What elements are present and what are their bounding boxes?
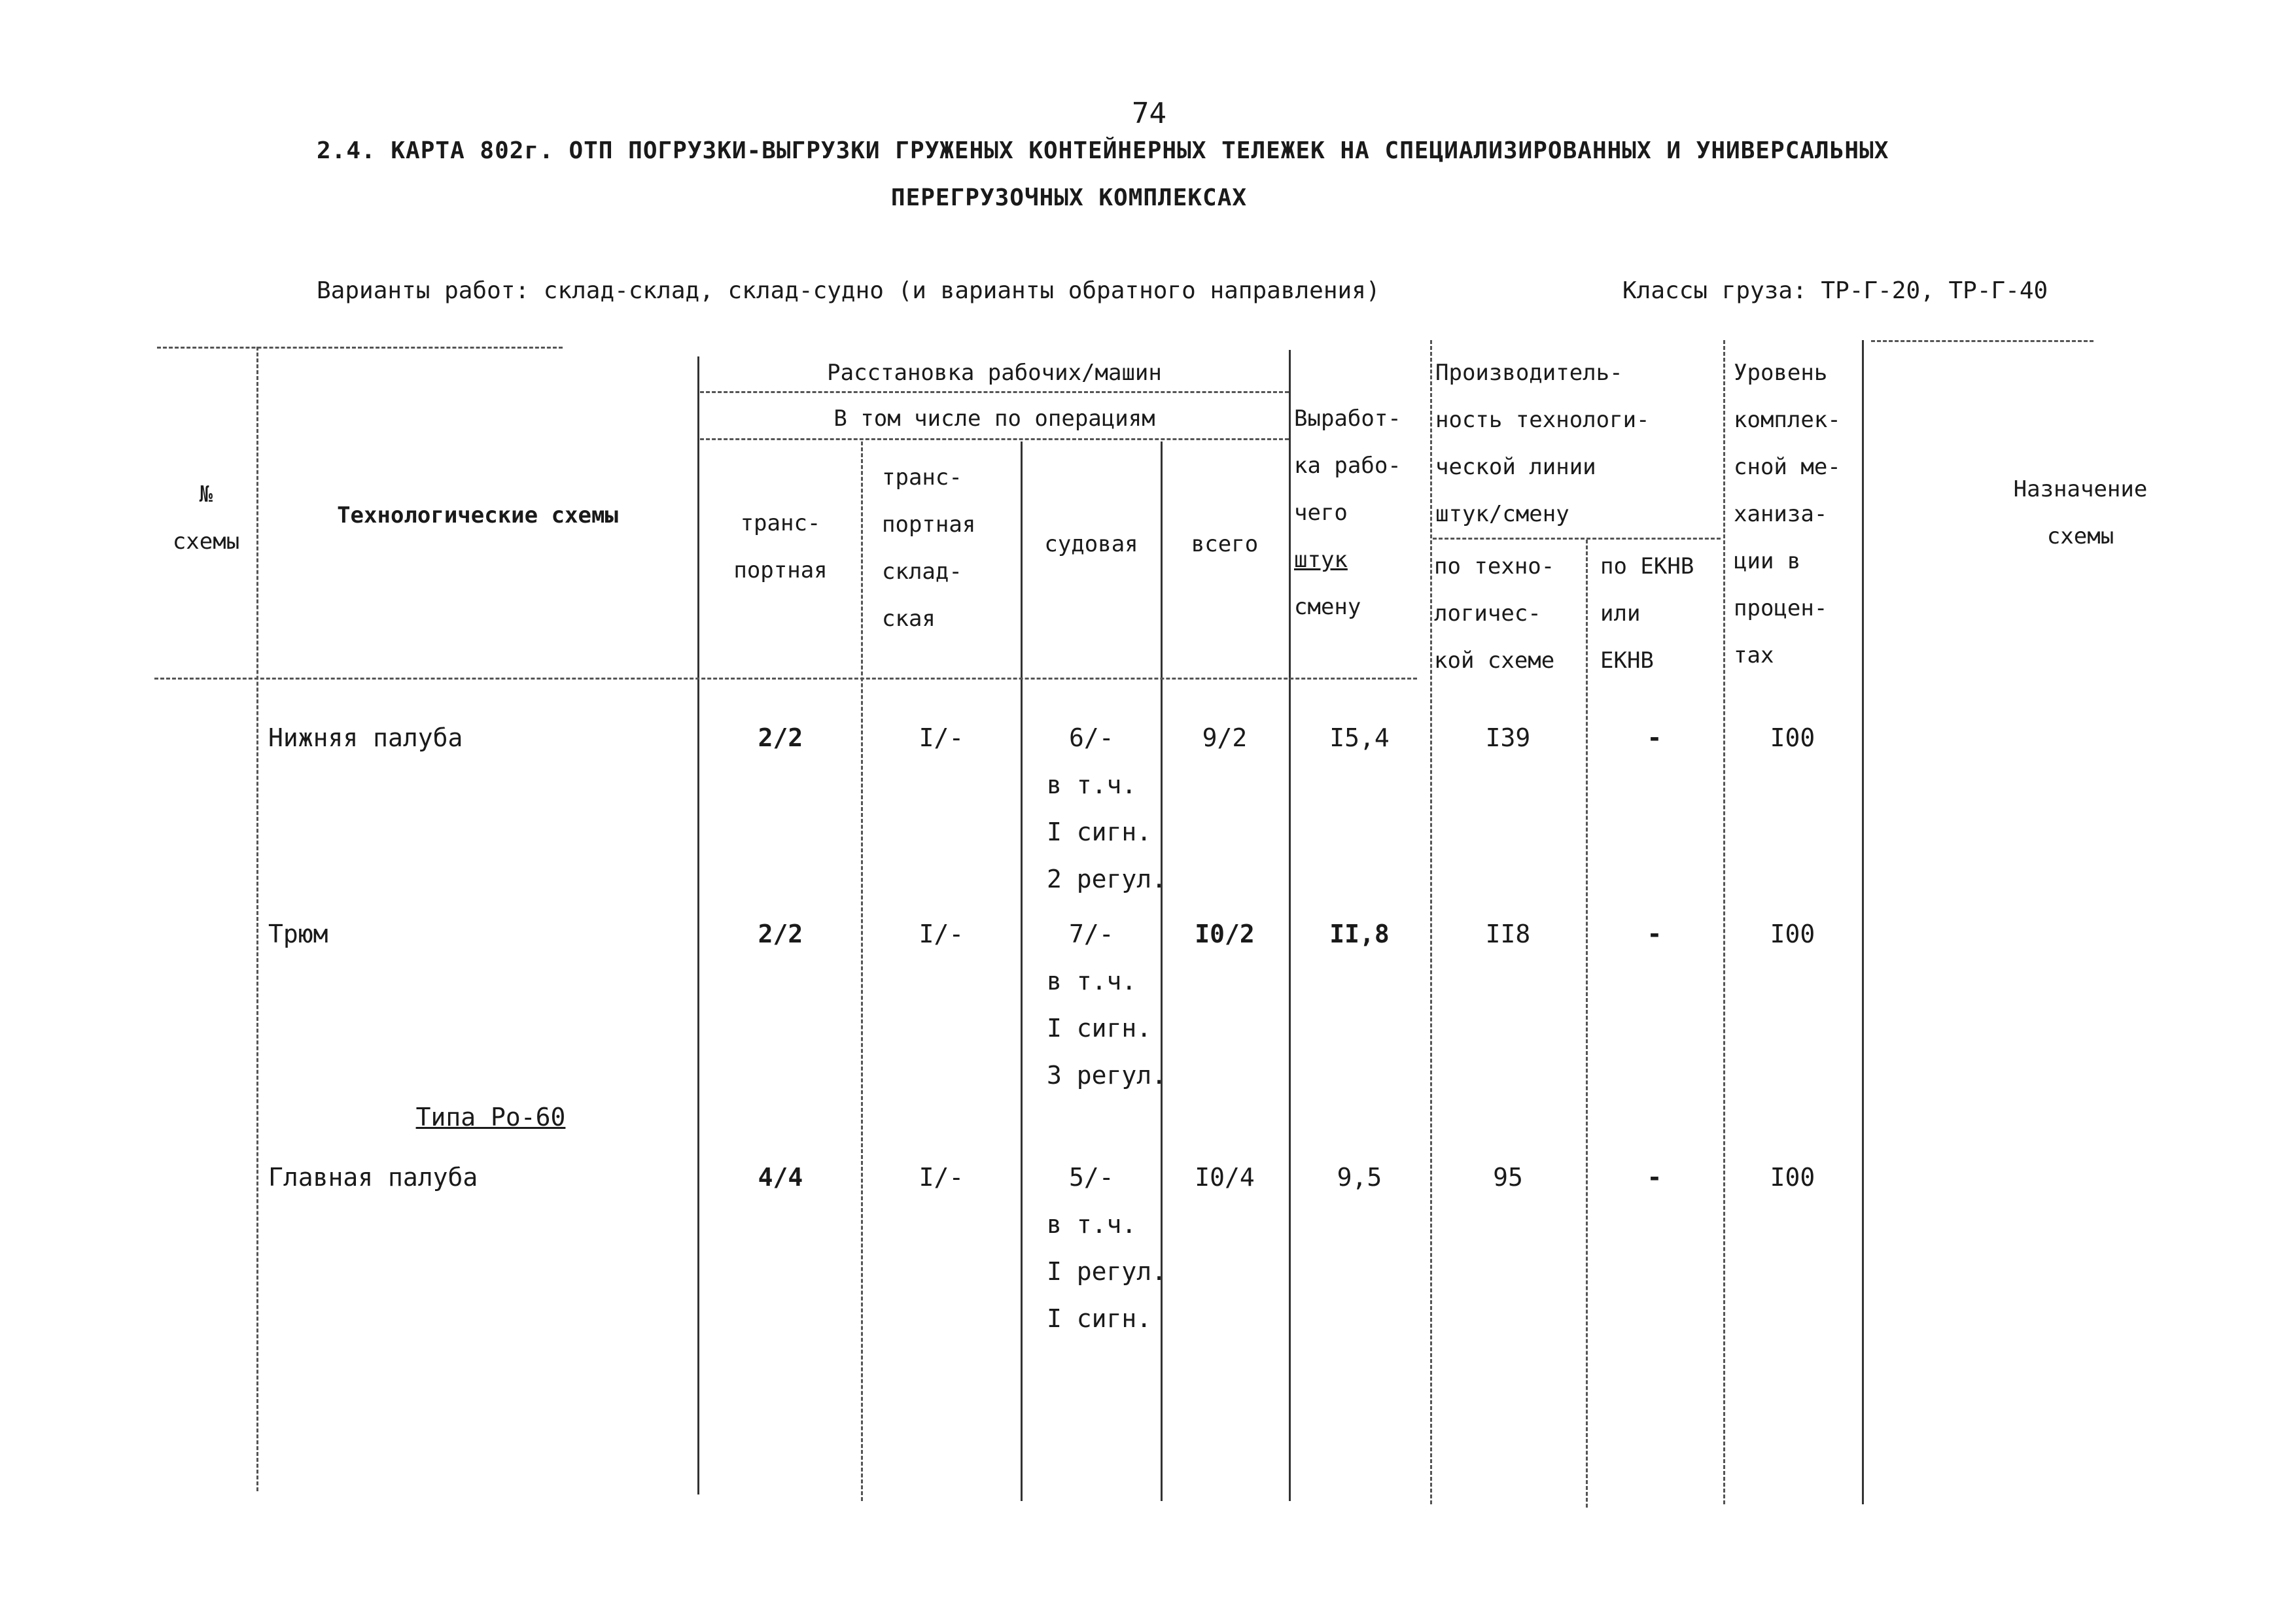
col-divider-3 (861, 441, 863, 1501)
header-scheme-no: № схемы (172, 481, 240, 555)
row-scheme: Главная палуба (268, 1163, 478, 1192)
header-productivity: Производитель- ность технологи- ческой линии штук/смену (1435, 360, 1650, 527)
row-output: I5,4 (1329, 723, 1390, 752)
row-by-tech: II8 (1485, 920, 1531, 948)
row-transport: 4/4 (758, 1163, 803, 1192)
header-mechanization: Уровень комплек- сной ме- ханиза- ции в процен- тах (1734, 360, 1841, 668)
row-ship: 6/- в т.ч. I сигн. 2 регул. (1047, 723, 1167, 893)
row-total: I0/4 (1195, 1163, 1255, 1192)
row-mech: I00 (1770, 723, 1815, 752)
row-mech: I00 (1770, 1163, 1815, 1192)
header-placement: Расстановка рабочих/машин (827, 360, 1162, 386)
col-divider-10 (1862, 340, 1864, 1504)
row-transport: 2/2 (758, 920, 803, 948)
row-total: I0/2 (1195, 920, 1255, 948)
row-scheme: Трюм (268, 920, 328, 948)
row-transport: 2/2 (758, 723, 803, 752)
col-divider-4 (1021, 441, 1023, 1501)
row-by-ekhv: - (1647, 920, 1662, 948)
work-variants: Варианты работ: склад-склад, склад-судно (и варианты обратного направления) (317, 277, 1380, 304)
header-by-operations: В том числе по операциям (833, 406, 1155, 432)
header-transport-warehouse: транс- портная склад- ская (882, 464, 976, 632)
header-total: всего (1191, 531, 1259, 557)
row-by-ekhv: - (1647, 1163, 1662, 1192)
header-tech-schemes: Технологические схемы (337, 502, 618, 528)
section-label: Типа Ро-60 (415, 1103, 566, 1132)
top-rule-right (1871, 340, 2094, 342)
document-title-line1: 2.4. КАРТА 802г. ОТП ПОГРУЗКИ-ВЫГРУЗКИ ГРУЖЕНЫХ КОНТЕЙНЕРНЫХ ТЕЛЕЖЕК НА СПЕЦИАЛИЗИРОВАННЫХ И УНИВЕРСАЛЬНЫХ (317, 137, 1889, 164)
header-output: Выработ- ка рабо- чего штук смену (1294, 406, 1401, 620)
row-output: II,8 (1329, 920, 1390, 948)
row-transport-warehouse: I/- (919, 920, 964, 948)
header-purpose: Назначение схемы (2013, 476, 2148, 549)
row-scheme: Нижняя палуба (268, 723, 463, 752)
header-bottom-rule (154, 678, 1417, 680)
row-by-ekhv: - (1647, 723, 1662, 752)
header-by-tech-scheme: по техно- логичес- кой схеме (1434, 553, 1555, 674)
row-ship: 7/- в т.ч. I сигн. 3 регул. (1047, 920, 1167, 1090)
header-transport: транс- портная (733, 510, 828, 583)
header-ship: судовая (1044, 531, 1138, 557)
top-rule (157, 347, 563, 349)
col-divider-8 (1586, 540, 1588, 1508)
col-divider-2 (697, 356, 699, 1494)
document-title-line2: ПЕРЕГРУЗОЧНЫХ КОМПЛЕКСАХ (890, 184, 1248, 211)
row-output: 9,5 (1337, 1163, 1382, 1192)
row-mech: I00 (1770, 920, 1815, 948)
cargo-classes: Классы груза: ТР-Г-20, ТР-Г-40 (1622, 277, 2048, 304)
col-divider-1 (256, 347, 258, 1491)
row-by-tech: I39 (1485, 723, 1531, 752)
row-by-tech: 95 (1493, 1163, 1523, 1192)
header-by-ekhv: по ЕКНВ или ЕКНВ (1600, 553, 1694, 674)
productivity-rule (1433, 538, 1721, 540)
page-number: 74 (1132, 97, 1166, 130)
row-transport-warehouse: I/- (919, 723, 964, 752)
row-ship: 5/- в т.ч. I регул. I сигн. (1047, 1163, 1167, 1333)
row-transport-warehouse: I/- (919, 1163, 964, 1192)
row-total: 9/2 (1202, 723, 1248, 752)
